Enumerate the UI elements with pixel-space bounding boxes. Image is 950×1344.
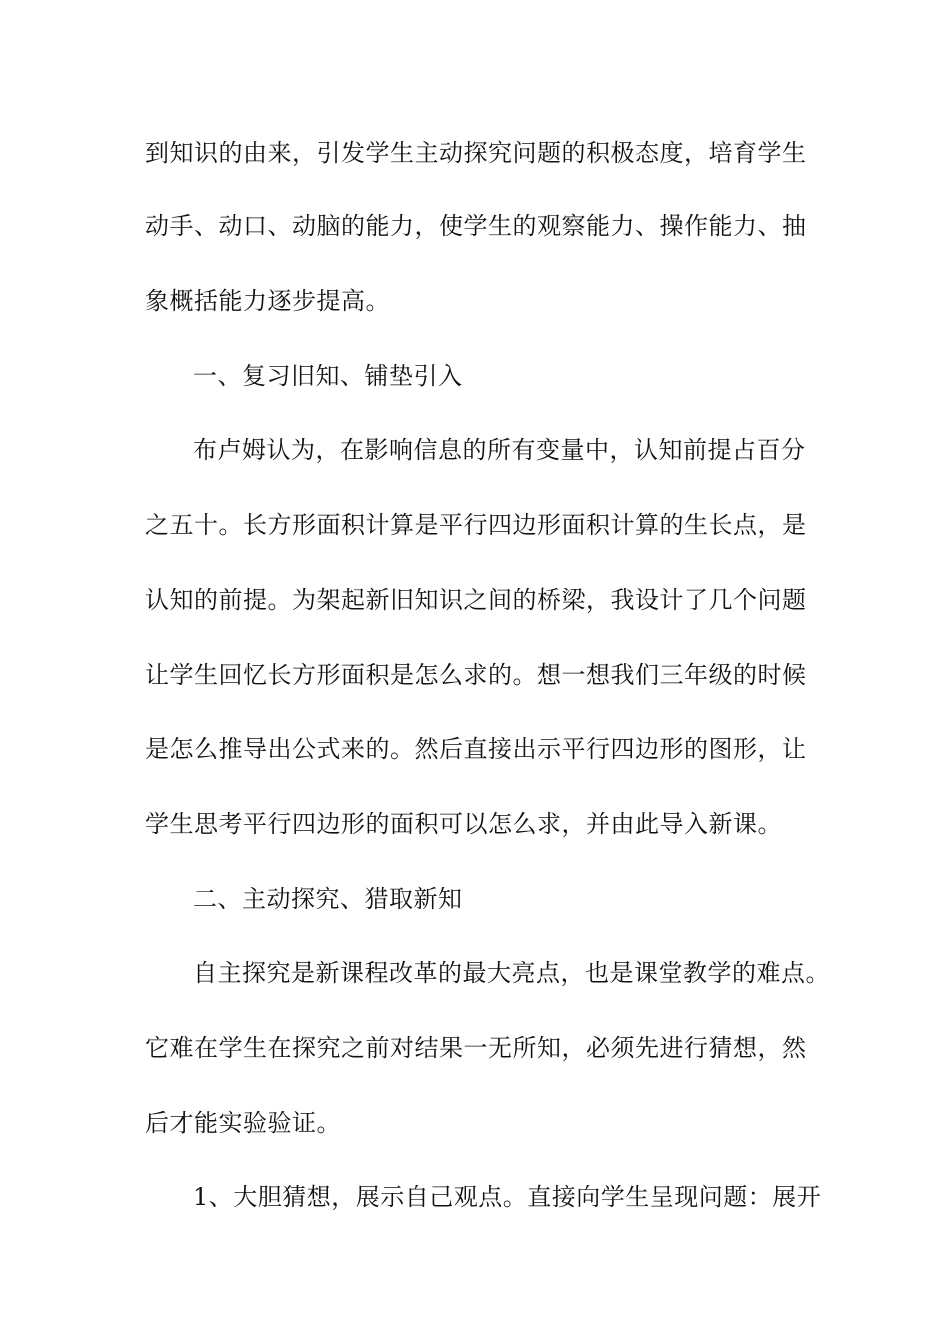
paragraph-line-3: 象概括能力逐步提高。: [145, 287, 390, 315]
paragraph-line-7: 认知的前提。为架起新旧知识之间的桥梁，我设计了几个问题: [145, 586, 807, 614]
paragraph-line-2: 动手、动口、动脑的能力，使学生的观察能力、操作能力、抽: [145, 212, 807, 240]
section-heading-2: 二、主动探究、猎取新知: [193, 885, 463, 913]
paragraph-line-6: 之五十。长方形面积计算是平行四边形面积计算的生长点，是: [145, 511, 807, 539]
paragraph-line-13: 它难在学生在探究之前对结果一无所知，必须先进行猜想，然: [145, 1034, 807, 1062]
section-heading-1: 一、复习旧知、铺垫引入: [193, 362, 463, 390]
paragraph-line-9: 是怎么推导出公式来的。然后直接出示平行四边形的图形，让: [145, 735, 807, 763]
paragraph-line-1: 到知识的由来，引发学生主动探究问题的积极态度，培育学生: [145, 139, 807, 167]
paragraph-line-5: 布卢姆认为，在影响信息的所有变量中，认知前提占百分: [193, 436, 806, 464]
paragraph-line-12: 自主探究是新课程改革的最大亮点，也是课堂教学的难点。: [193, 959, 830, 987]
paragraph-line-15: 1、大胆猜想，展示自己观点。直接向学生呈现问题：展开: [193, 1183, 822, 1211]
paragraph-line-10: 学生思考平行四边形的面积可以怎么求，并由此导入新课。: [145, 810, 782, 838]
paragraph-line-14: 后才能实验验证。: [145, 1109, 341, 1137]
paragraph-line-8: 让学生回忆长方形面积是怎么求的。想一想我们三年级的时候: [145, 661, 807, 689]
